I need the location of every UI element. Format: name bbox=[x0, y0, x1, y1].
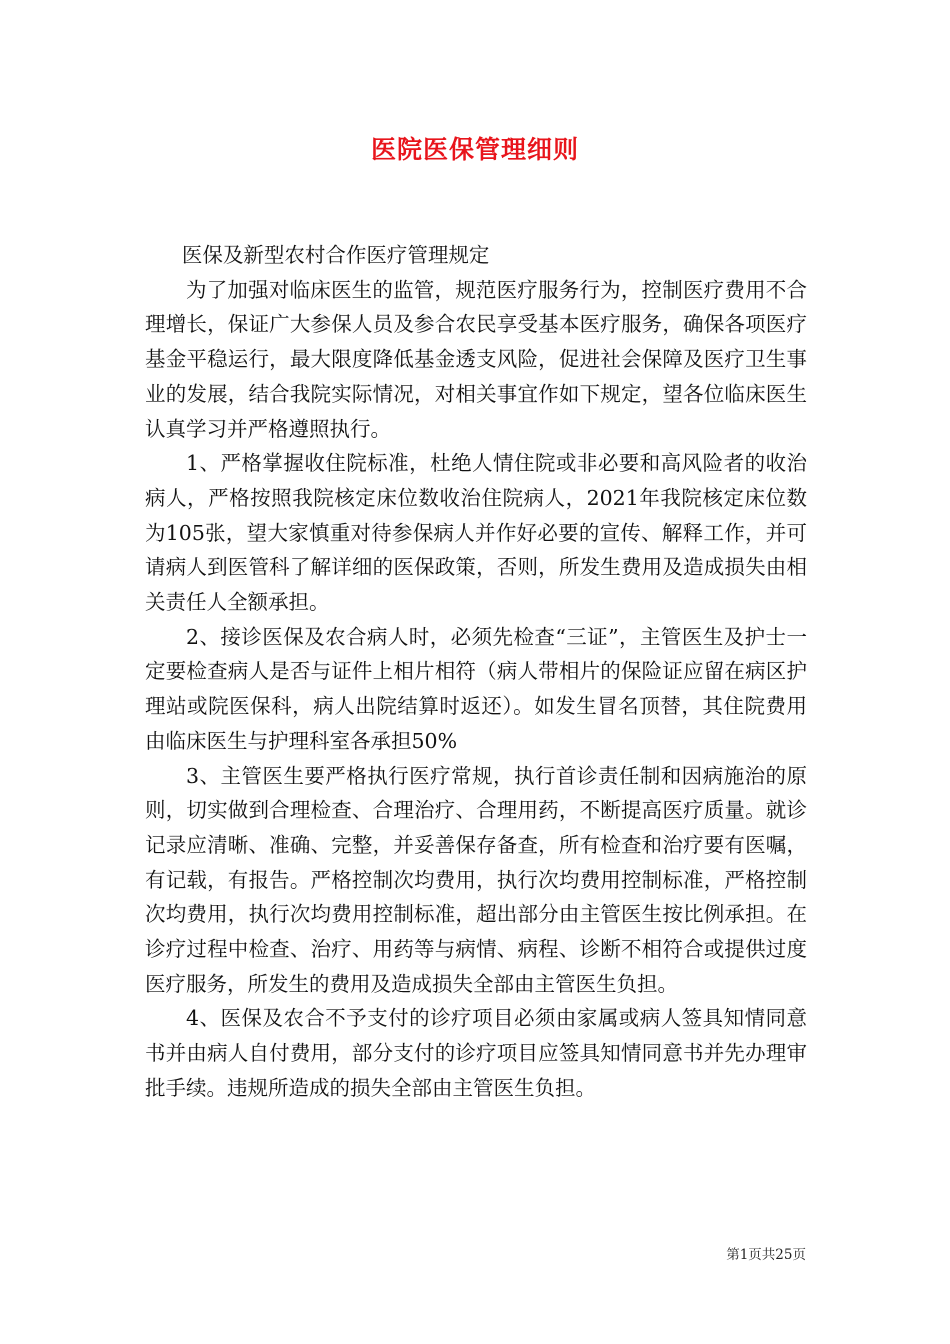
document-title: 医院医保管理细则 bbox=[370, 135, 579, 164]
paragraph-rule-3: 3、主管医生要严格执行医疗常规，执行首诊责任制和因病施治的原则，切实做到合理检查、合理治疗、合理用药，不断提高医疗质量。就诊记录应清晰、准确、完整，并妥善保存备查，所有检查和治疗要有医嘱，有记载，有报告。严格控制次均费用，执行次均费用控制标准，严格控制次均费用，执行次均费用控制标准，超出部分由主管医生按比例承担。在诊疗过程中检查、治疗、用药等与病情、病程、诊断不相符合或提供过度医疗服务，所发生的费用及造成损失全部由主管医生负担。 bbox=[145, 763, 807, 996]
page-number: 第1页共25页 bbox=[726, 1247, 806, 1263]
paragraph-rule-2: 2、接诊医保及农合病人时，必须先检查“三证”，主管医生及护士一定要检查病人是否与证件上相片相符（病人带相片的保险证应留在病区护理站或院医保科，病人出院结算时返还）。如发生冒名顶替，其住院费用由临床医生与护理科室各承担50% bbox=[145, 624, 807, 753]
document-body bbox=[145, 238, 807, 1106]
paragraph-intro: 为了加强对临床医生的监管，规范医疗服务行为，控制医疗费用不合理增长，保证广大参保人员及参合农民享受基本医疗服务，确保各项医疗基金平稳运行，最大限度降低基金透支风险，促进社会保障及医疗卫生事业的发展，结合我院实际情况，对相关事宜作如下规定，望各位临床医生认真学习并严格遵照执行。 bbox=[145, 277, 807, 441]
paragraph-rule-1: 1、严格掌握收住院标准，杜绝人情住院或非必要和高风险者的收治病人，严格按照我院核定床位数收治住院病人，2021年我院核定床位数为105张，望大家慎重对待参保病人并作好必要的宣传、解释工作，并可请病人到医管科了解详细的医保政策，否则，所发生费用及造成损失由相关责任人全额承担。 bbox=[145, 451, 807, 615]
section-heading: 医保及新型农村合作医疗管理规定 bbox=[181, 243, 490, 267]
paragraph-rule-4: 4、医保及农合不予支付的诊疗项目必须由家属或病人签具知情同意书并由病人自付费用，部分支付的诊疗项目应签具知情同意书并先办理审批手续。违规所造成的损失全部由主管医生负担。 bbox=[145, 1006, 807, 1100]
